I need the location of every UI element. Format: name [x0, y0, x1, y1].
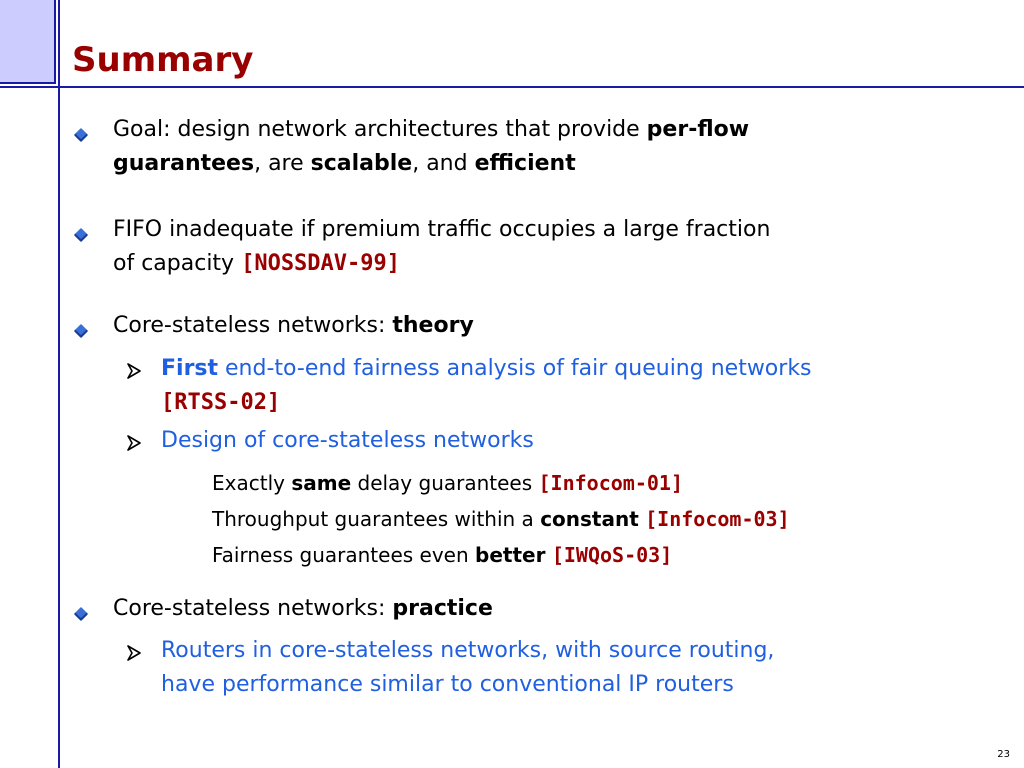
sub-sub-throughput [212, 502, 790, 536]
theory-emphasis: theory [392, 313, 474, 338]
fifo-text-line1: FIFO inadequate if premium traffic occupies a large fraction [113, 217, 771, 242]
bullet-goal [113, 113, 749, 181]
first-text: end-to-end fairness analysis of fair queuing networks [218, 356, 812, 381]
arrow-bullet-icon [124, 433, 144, 453]
sub-bullet-routers [161, 634, 774, 702]
horizontal-rule [0, 86, 1024, 88]
better-emphasis: better [475, 543, 546, 567]
citation: [Infocom-01] [538, 471, 684, 495]
arrow-bullet-icon [124, 643, 144, 663]
citation: [IWQoS-03] [551, 543, 673, 567]
goal-emphasis-scalable: scalable [310, 151, 413, 176]
design-text: Design of core-stateless networks [161, 428, 534, 453]
corner-decoration [0, 0, 56, 84]
same-rest: delay guarantees [351, 471, 539, 495]
goal-emphasis-guarantees: guarantees [113, 151, 255, 176]
goal-text-mid: , are [254, 151, 311, 176]
slide-title: Summary [72, 40, 254, 80]
bullet-diamond-icon [74, 228, 88, 242]
same-text: Exactly [212, 471, 292, 495]
sub-bullet-design [161, 424, 534, 458]
practice-text: Core-stateless networks: [113, 596, 393, 621]
bullet-diamond-icon [74, 324, 88, 338]
citation: [Infocom-03] [645, 507, 790, 531]
routers-text-line2: have performance similar to conventional IP routers [161, 672, 734, 697]
sub-sub-fairness [212, 538, 672, 572]
fifo-text-line2: of capacity [113, 251, 242, 276]
goal-emphasis-perflow: per-flow [646, 117, 750, 142]
arrow-bullet-icon [124, 361, 144, 381]
first-emphasis: First [161, 356, 219, 381]
sub-sub-same-delay [212, 466, 683, 500]
citation: [NOSSDAV-99] [241, 251, 401, 276]
citation: [RTSS-02] [161, 390, 281, 415]
vertical-rule [58, 0, 60, 768]
theory-text: Core-stateless networks: [113, 313, 393, 338]
bullet-practice [113, 592, 493, 626]
same-emphasis: same [291, 471, 352, 495]
practice-emphasis: practice [392, 596, 493, 621]
bullet-theory [113, 309, 474, 343]
throughput-text: Throughput guarantees within a [212, 507, 541, 531]
goal-text: Goal: design network architectures that provide [113, 117, 647, 142]
bullet-diamond-icon [74, 607, 88, 621]
constant-emphasis: constant [540, 507, 639, 531]
sub-bullet-first [161, 352, 812, 420]
goal-emphasis-efficient: efficient [474, 151, 576, 176]
fairness-text: Fairness guarantees even [212, 543, 476, 567]
bullet-diamond-icon [74, 128, 88, 142]
routers-text-line1: Routers in core-stateless networks, with source routing, [161, 638, 775, 663]
bullet-fifo [113, 213, 770, 281]
goal-text-and: , and [412, 151, 475, 176]
page-number: 23 [997, 749, 1010, 760]
